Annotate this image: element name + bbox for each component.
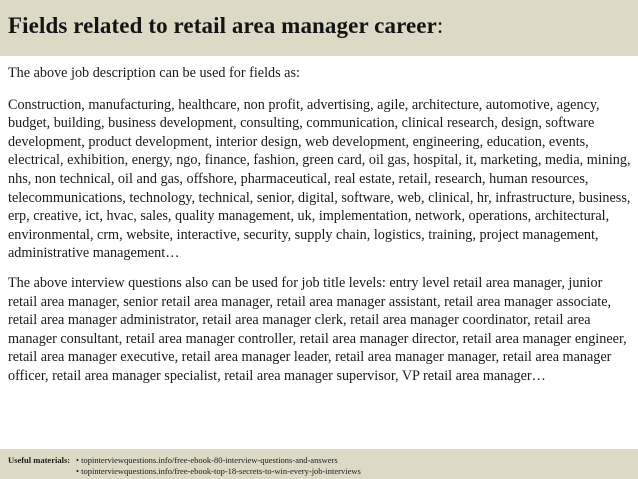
footer-bar <box>0 449 638 479</box>
intro-text: The above job description can be used for fields as: <box>8 65 300 81</box>
slide-title-text: Fields related to retail area manager career <box>8 13 437 38</box>
title-bar <box>0 0 638 56</box>
fields-paragraph: Construction, manufacturing, healthcare, non profit, advertising, agile, architecture, automotive, agency, budget, building, business development, consulting, communication, clinical research, design, software development, product development, interior design, web development, engineering, education, events, electrical, exhibition, energy, ngo, finance, fashion, green card, oil gas, hospital, it, marketing, media, mining, nhs, non technical, oil and gas, offshore, pharmaceutical, real estate, retail, research, human resources, telecommunications, technology, technical, senior, digital, software, web, clinical, hr, infrastructure, business, erp, creative, ict, hvac, sales, quality management, uk, implementation, network, operations, architectural, environmental, crm, website, interactive, security, supply chain, logistics, training, project management, administrative management… <box>8 96 631 262</box>
useful-materials-links <box>76 455 361 477</box>
footer-link-ebook-18-secrets[interactable]: • topinterviewquestions.info/free-ebook-top-18-secrets-to-win-every-job-interviews <box>76 466 361 476</box>
slide-title <box>8 13 443 39</box>
slide-title-colon: : <box>436 13 444 38</box>
job-levels-paragraph: The above interview questions also can be used for job title levels: entry level retail area manager, junior retail area manager, senior retail area manager, retail area manager assistant, retail area manager associate, retail area manager administrator, retail area manager clerk, retail area manager coordinator, retail area manager consultant, retail area manager controller, retail area manager director, retail area manager engineer, retail area manager executive, retail area manager leader, retail area manager manager, retail area manager officer, retail area manager specialist, retail area manager supervisor, VP retail area manager… <box>8 274 627 384</box>
useful-materials-label: Useful materials: <box>8 455 71 465</box>
footer-link-ebook-80-questions[interactable]: • topinterviewquestions.info/free-ebook-80-interview-questions-and-answers <box>76 455 338 465</box>
slide-content <box>8 64 632 386</box>
